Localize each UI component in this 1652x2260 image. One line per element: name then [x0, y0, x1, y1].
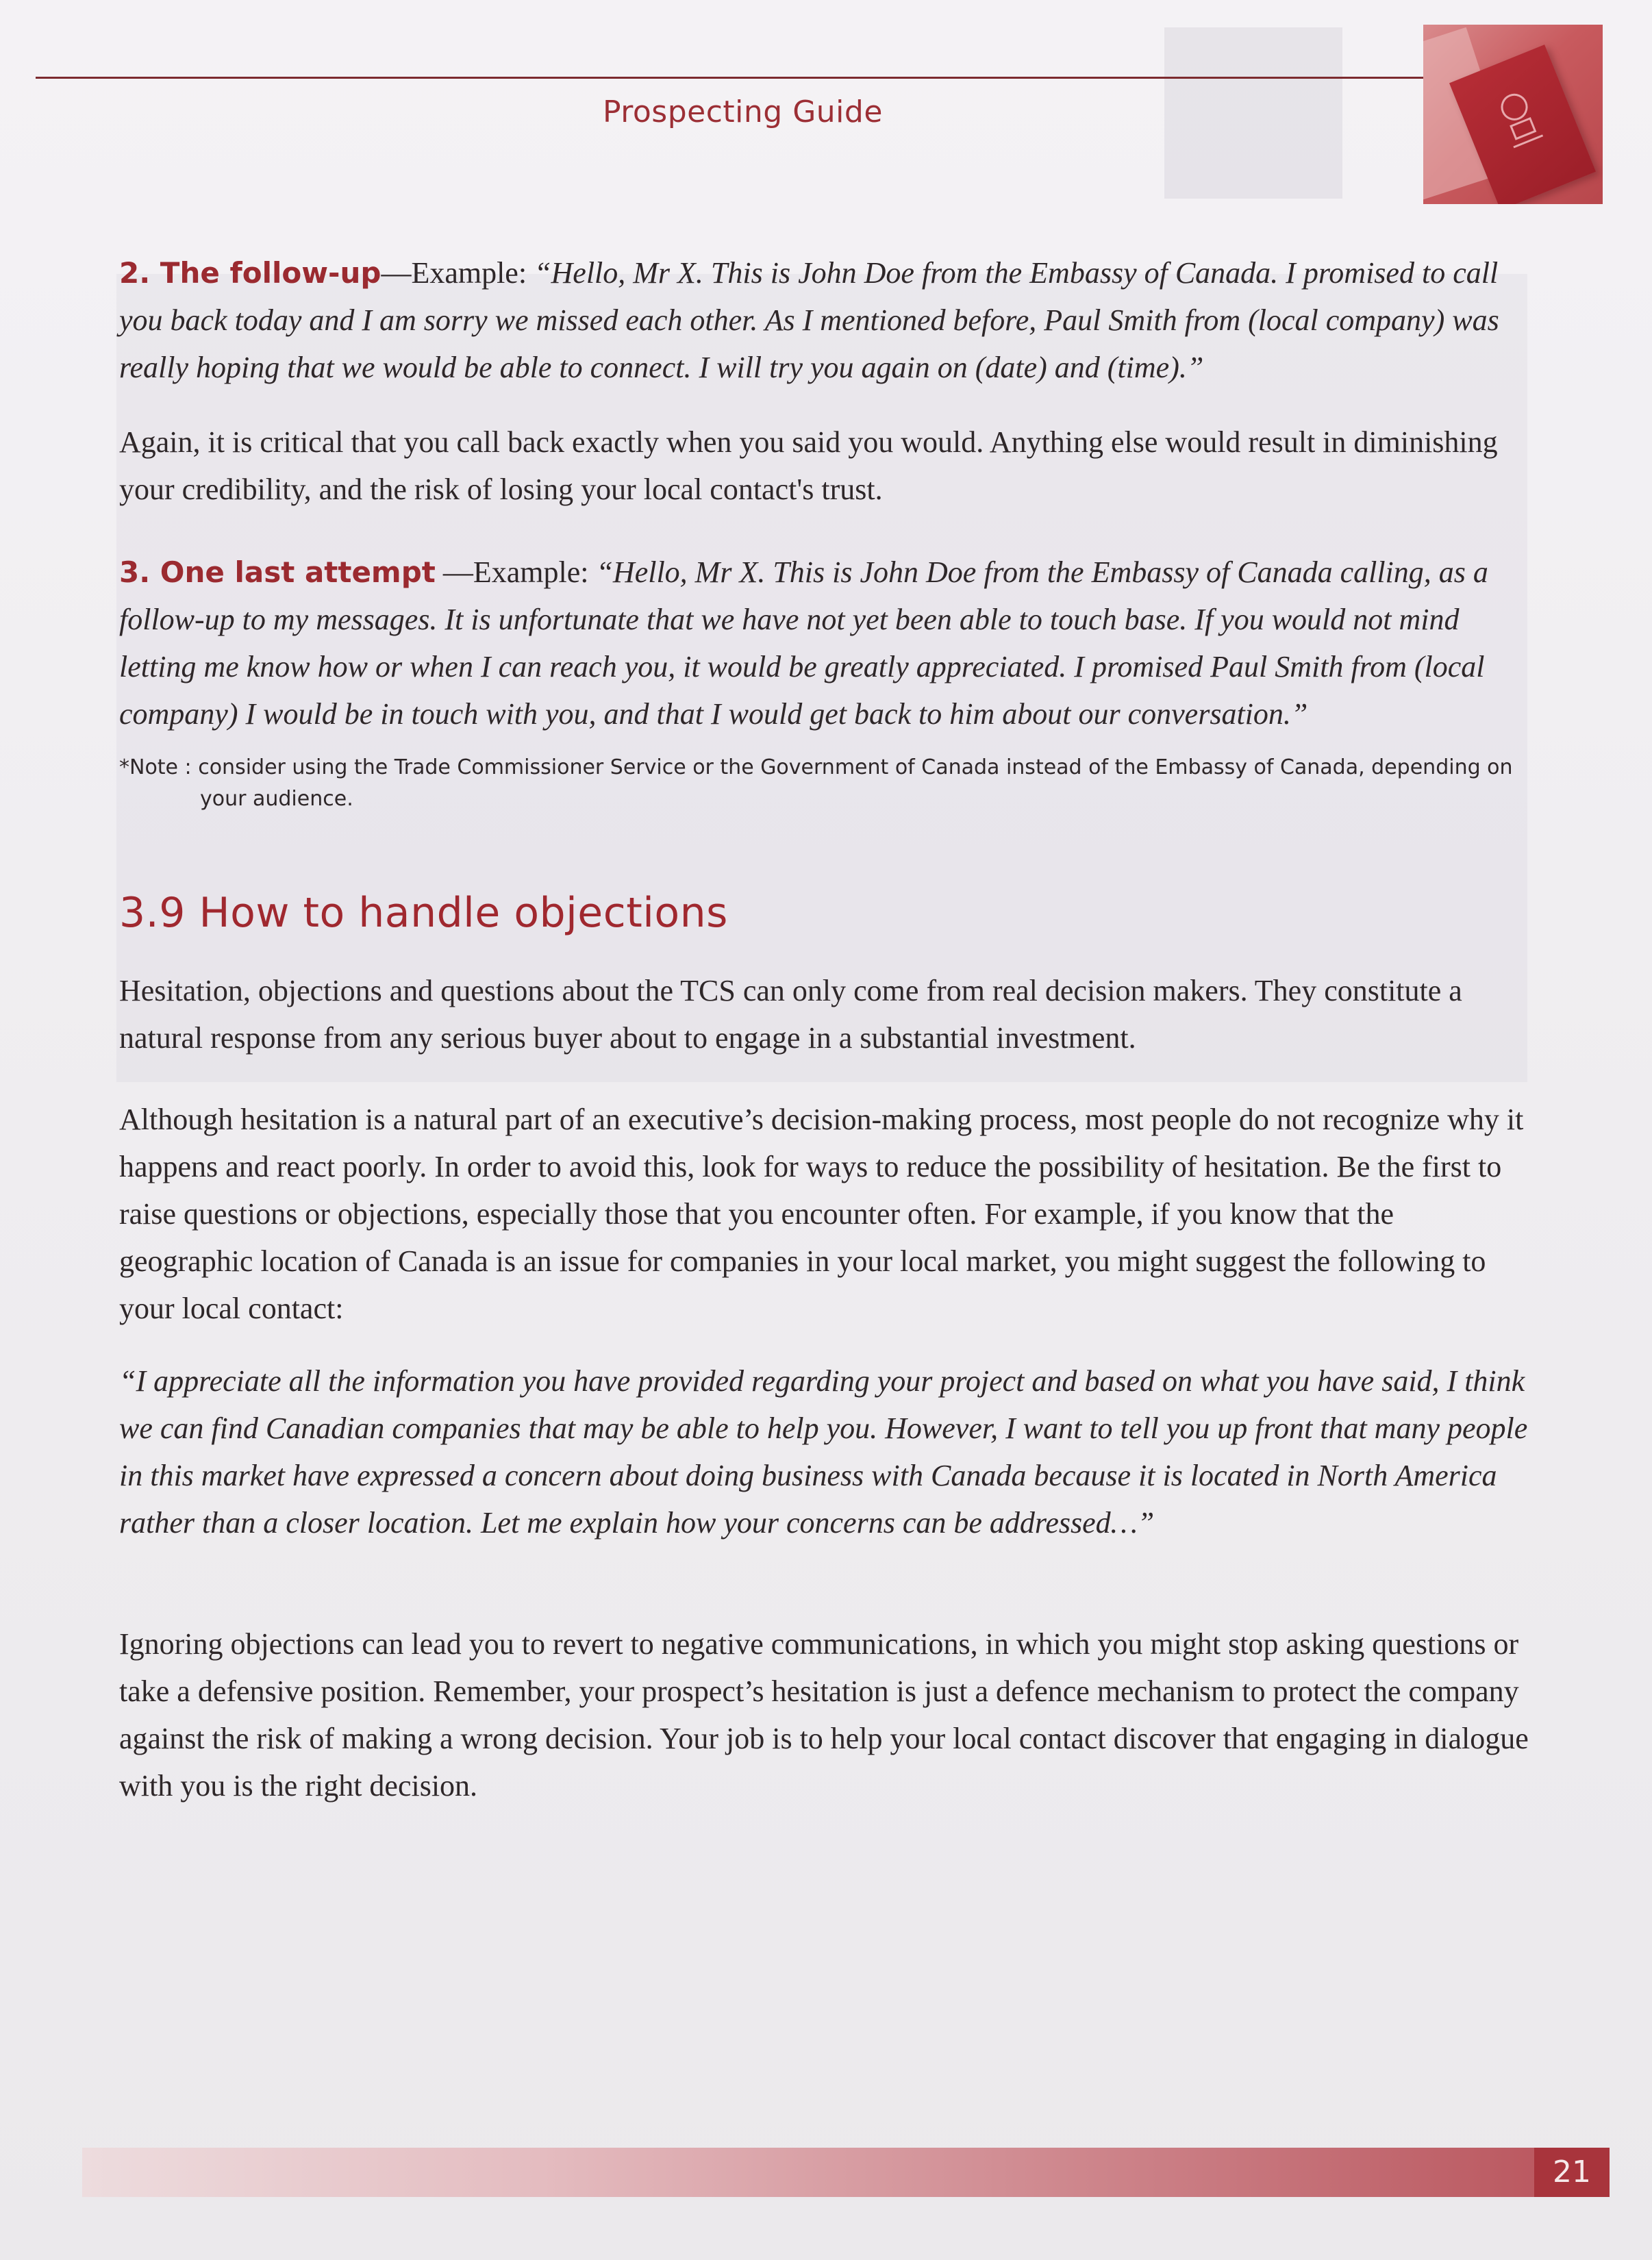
- last-attempt-label: 3. One last attempt: [119, 555, 436, 589]
- running-header-title: Prospecting Guide: [603, 95, 883, 129]
- ignoring-objections-paragraph: Ignoring objections can lead you to revert to negative communications, in which you might stop asking questions or take a defensive position. Remember, your prospect’s hesitation is just a defence mechanism to protect the company against the risk of making a wrong decision. Your job is to help your local contact discover that engaging in dialogue with you is the right decision.: [119, 1627, 1529, 1803]
- callback-paragraph: Again, it is critical that you call back exactly when you said you would. Anything else would result in diminishing your credibility, and the risk of losing your local contact's trust.: [119, 425, 1498, 506]
- followup-label: 2. The follow-up: [119, 256, 381, 290]
- followup-lead: —Example:: [381, 256, 535, 290]
- objections-intro-paragraph: Hesitation, objections and questions about the TCS can only come from real decision makers. They constitute a natural response from any serious buyer about to engage in a substantial investment.: [119, 974, 1462, 1055]
- note-prefix: *Note :: [119, 755, 199, 779]
- note-line-2: your audience.: [200, 787, 353, 811]
- last-attempt-lead: —Example:: [435, 555, 597, 589]
- followup-paragraph: [119, 249, 1534, 391]
- footer-band: [82, 2148, 1610, 2197]
- section-heading: 3.9 How to handle objections: [119, 889, 728, 937]
- last-attempt-paragraph: [119, 549, 1534, 738]
- page-number: 21: [1534, 2148, 1610, 2197]
- note-line-1: consider using the Trade Commissioner Service or the Government of Canada instead of the Embassy of Canada, depending on: [198, 755, 1513, 779]
- header-rule: [36, 77, 1426, 79]
- footnote: [119, 752, 1534, 815]
- passport-image: [1423, 25, 1603, 204]
- followup-quote: “Hello, Mr X. This is John Doe from the Embassy of Canada. I promised to call you back today and I am sorry we missed each other. As I mentioned before, Paul Smith from (local company) was really hoping that we would be able to connect. I will try you again on (date) and (time).”: [119, 256, 1499, 384]
- show-through-shadow-top: [1164, 27, 1342, 199]
- example-quote: “I appreciate all the information you have provided regarding your project and based on what you have said, I think we can find Canadian companies that may be able to help you. However, I want to tell you up front that many people in this market have expressed a concern about doing business with Canada because it is located in North America rather than a closer location. Let me explain how your concerns can be addressed…”: [119, 1364, 1528, 1540]
- crest-icon: [1486, 81, 1551, 155]
- hesitation-paragraph: Although hesitation is a natural part of an executive’s decision-making process, most people do not recognize why it happens and react poorly. In order to avoid this, look for ways to reduce the possibility of hesitation. Be the first to raise questions or objections, especially those that you encounter often. For example, if you know that the geographic location of Canada is an issue for companies in your local market, you might suggest the following to your local contact:: [119, 1103, 1524, 1325]
- example-quote-paragraph: [119, 1357, 1534, 1546]
- last-attempt-quote: “Hello, Mr X. This is John Doe from the Embassy of Canada calling, as a follow-up to my messages. It is unfortunate that we have not yet been able to touch base. If you would not mind letting me know how or when I can reach you, it would be greatly appreciated. I promised Paul Smith from (local company) I would be in touch with you, and that I would get back to him about our conversation.”: [119, 555, 1488, 731]
